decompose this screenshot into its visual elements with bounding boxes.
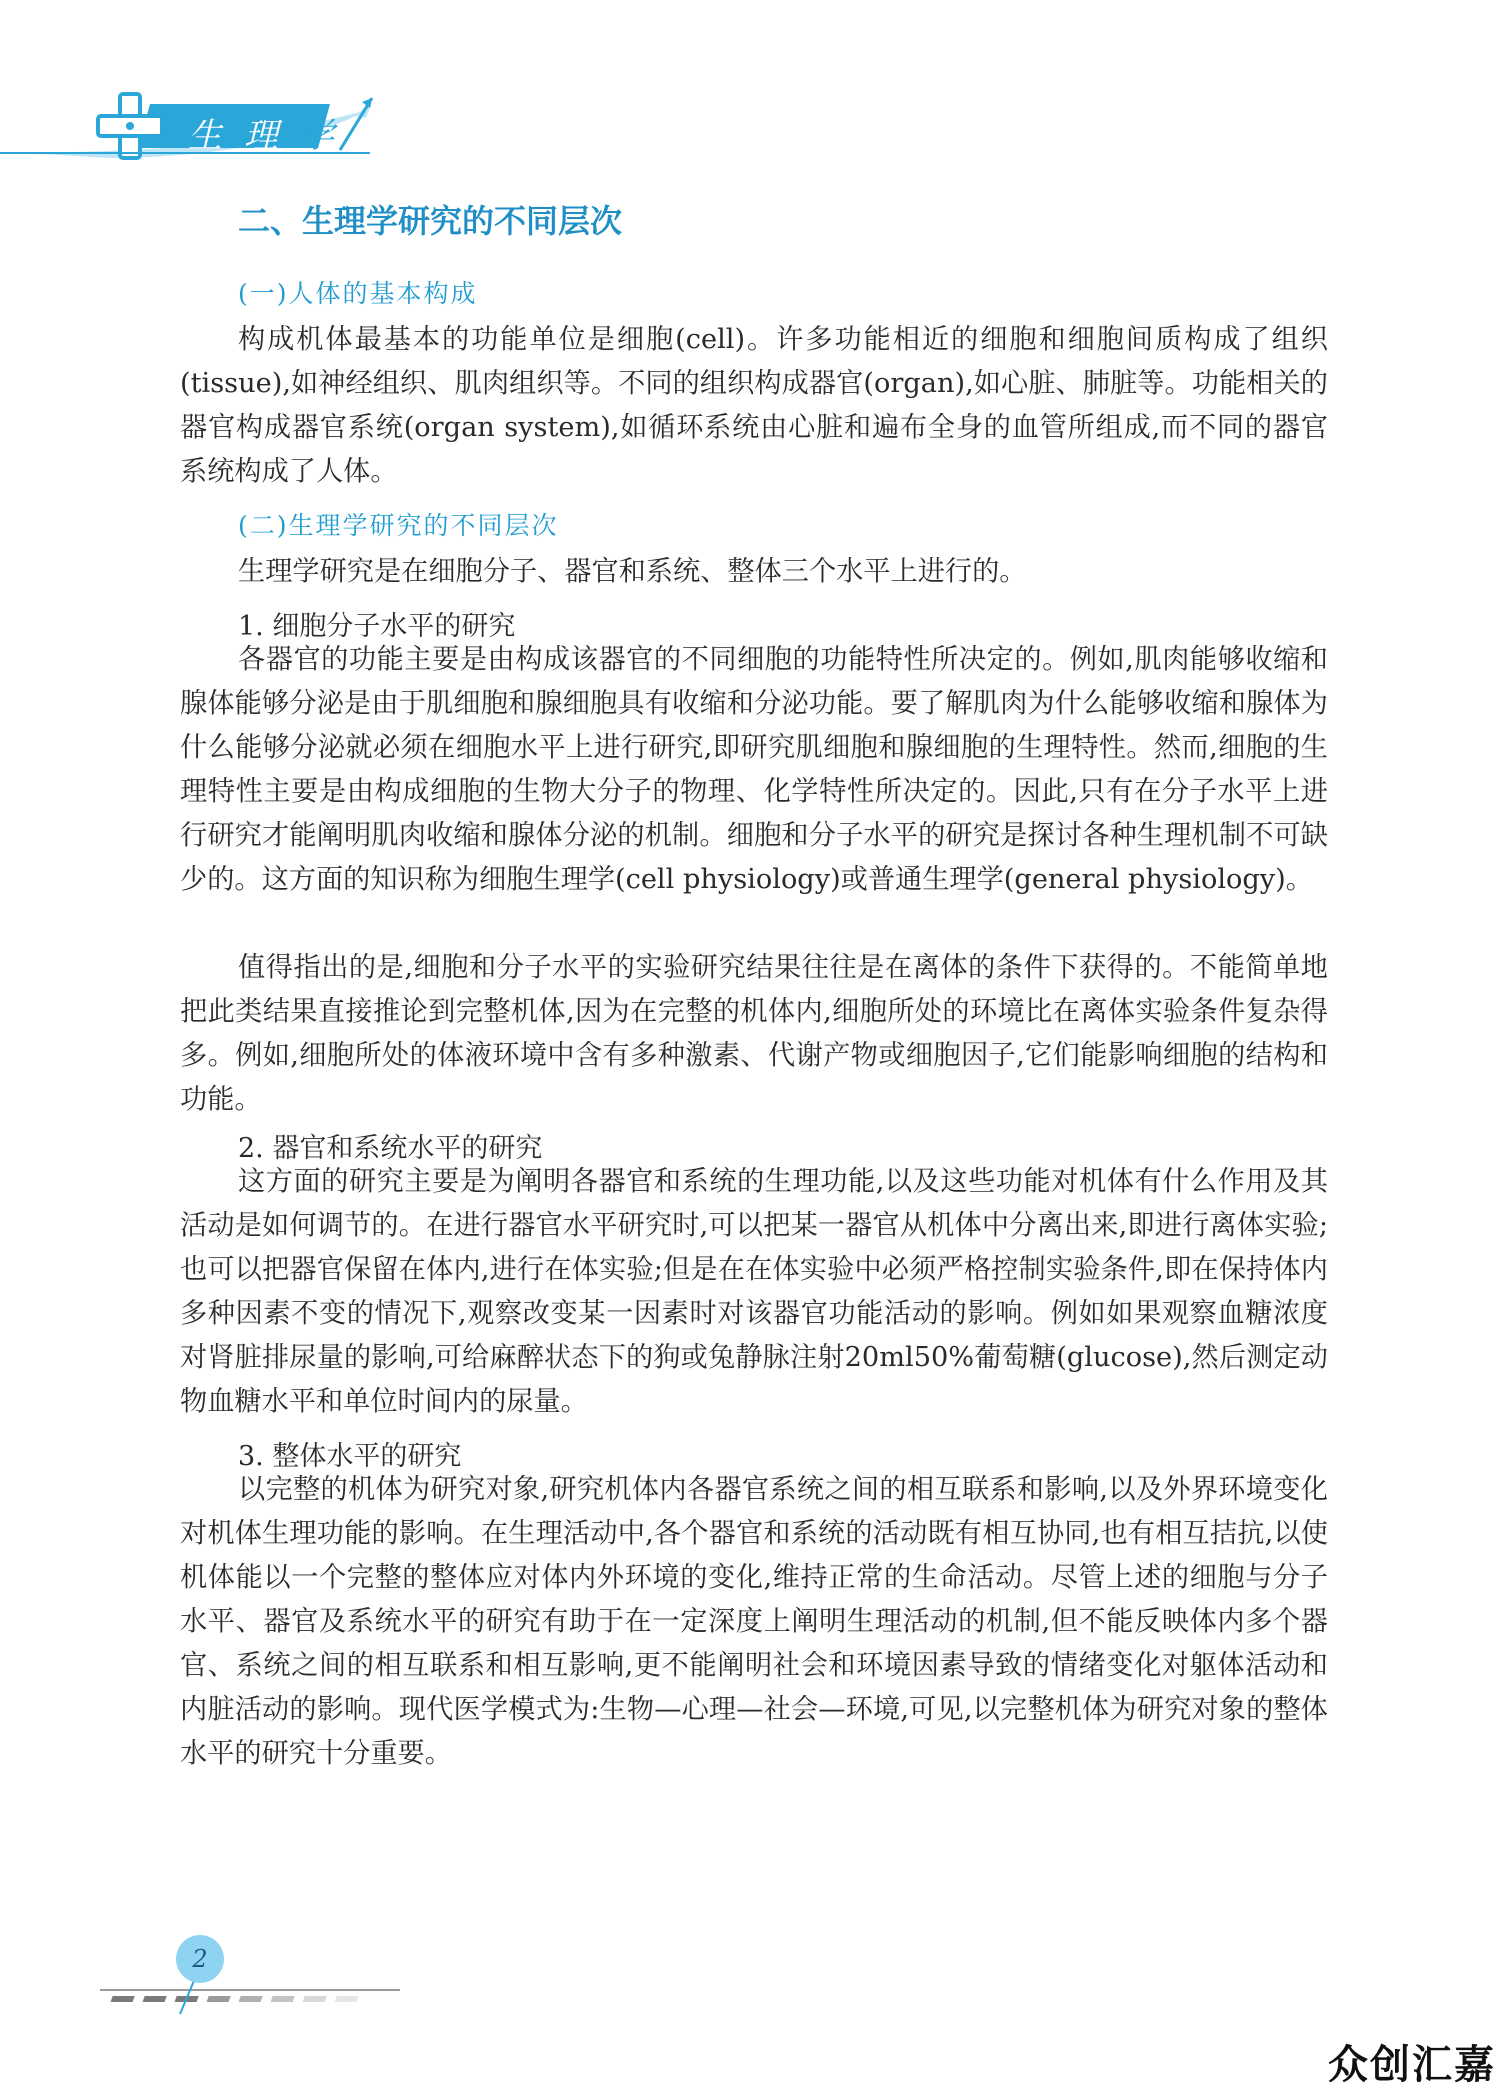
book-title-char: 理 xyxy=(244,116,300,156)
subsection-title-2: (二)生理学研究的不同层次 xyxy=(238,511,559,540)
book-title xyxy=(188,108,356,157)
heading-cell-level: 1. 细胞分子水平的研究 xyxy=(238,611,516,642)
footer-dash-decoration xyxy=(100,1976,420,2016)
book-title-char: 学 xyxy=(300,116,356,156)
subsection-title-1: (一)人体的基本构成 xyxy=(238,279,478,308)
book-title-char: 生 xyxy=(188,116,244,156)
heading-whole-level: 3. 整体水平的研究 xyxy=(238,1441,462,1472)
paragraph-intro: 生理学研究是在细胞分子、器官和系统、整体三个水平上进行的。 xyxy=(238,556,1027,587)
heading-organ-level: 2. 器官和系统水平的研究 xyxy=(238,1133,543,1164)
paragraph-whole-level: 以完整的机体为研究对象,研究机体内各器官系统之间的相互联系和影响,以及外界环境变化对机体生理功能的影响。在生理活动中,各个器官和系统的活动既有相互协同,也有相互拮抗,以使机体能以一个完整的整体应对体内外环境的变化,维持正常的生命活动。尽管上述的细胞与分子水平、器官及系统水平的研究有助于在一定深度上阐明生理活动的机制,但不能反映体内多个器官、系统之间的相互联系和相互影响,更不能阐明社会和环境因素导致的情绪变化对躯体活动和内脏活动的影响。现代医学模式为:生物—心理—社会—环境,可见,以完整机体为研究对象的整体水平的研究十分重要。 xyxy=(180,1474,1328,1769)
page-number: 2 xyxy=(176,1935,224,1983)
section-title: 二、生理学研究的不同层次 xyxy=(238,202,623,240)
cross-logo-icon xyxy=(98,94,162,158)
paragraph-organ-level: 这方面的研究主要是为阐明各器官和系统的生理功能,以及这些功能对机体有什么作用及其活动是如何调节的。在进行器官水平研究时,可以把某一器官从机体中分离出来,即进行离体实验;也可以把器官保留在体内,进行在体实验;但是在在体实验中必须严格控制实验条件,即在保持体内多种因素不变的情况下,观察改变某一因素时对该器官功能活动的影响。例如如果观察血糖浓度对肾脏排尿量的影响,可给麻醉状态下的狗或兔静脉注射20ml50%葡萄糖(glucose),然后测定动物血糖水平和单位时间内的尿量。 xyxy=(180,1166,1328,1417)
paragraph-basic-structure: 构成机体最基本的功能单位是细胞(cell)。许多功能相近的细胞和细胞间质构成了组织(tissue),如神经组织、肌肉组织等。不同的组织构成器官(organ),如心脏、肺脏等。功能相关的器官构成器官系统(organ system),如循环系统由心脏和遍布全身的血管所组成,而不同的器官系统构成了人体。 xyxy=(180,324,1328,487)
watermark: 众创汇嘉 xyxy=(1328,2042,1496,2088)
paragraph-cell-level-1: 各器官的功能主要是由构成该器官的不同细胞的功能特性所决定的。例如,肌肉能够收缩和腺体能够分泌是由于肌细胞和腺细胞具有收缩和分泌功能。要了解肌肉为什么能够收缩和腺体为什么能够分泌就必须在细胞水平上进行研究,即研究肌细胞和腺细胞的生理特性。然而,细胞的生理特性主要是由构成细胞的生物大分子的物理、化学特性所决定的。因此,只有在分子水平上进行研究才能阐明肌肉收缩和腺体分泌的机制。细胞和分子水平的研究是探讨各种生理机制不可缺少的。这方面的知识称为细胞生理学(cell physiology)或普通生理学(general physiology)。 xyxy=(180,644,1328,895)
paragraph-cell-level-2: 值得指出的是,细胞和分子水平的实验研究结果往往是在离体的条件下获得的。不能简单地把此类结果直接推论到完整机体,因为在完整的机体内,细胞所处的环境比在离体实验条件复杂得多。例如,细胞所处的体液环境中含有多种激素、代谢产物或细胞因子,它们能影响细胞的结构和功能。 xyxy=(180,952,1328,1115)
